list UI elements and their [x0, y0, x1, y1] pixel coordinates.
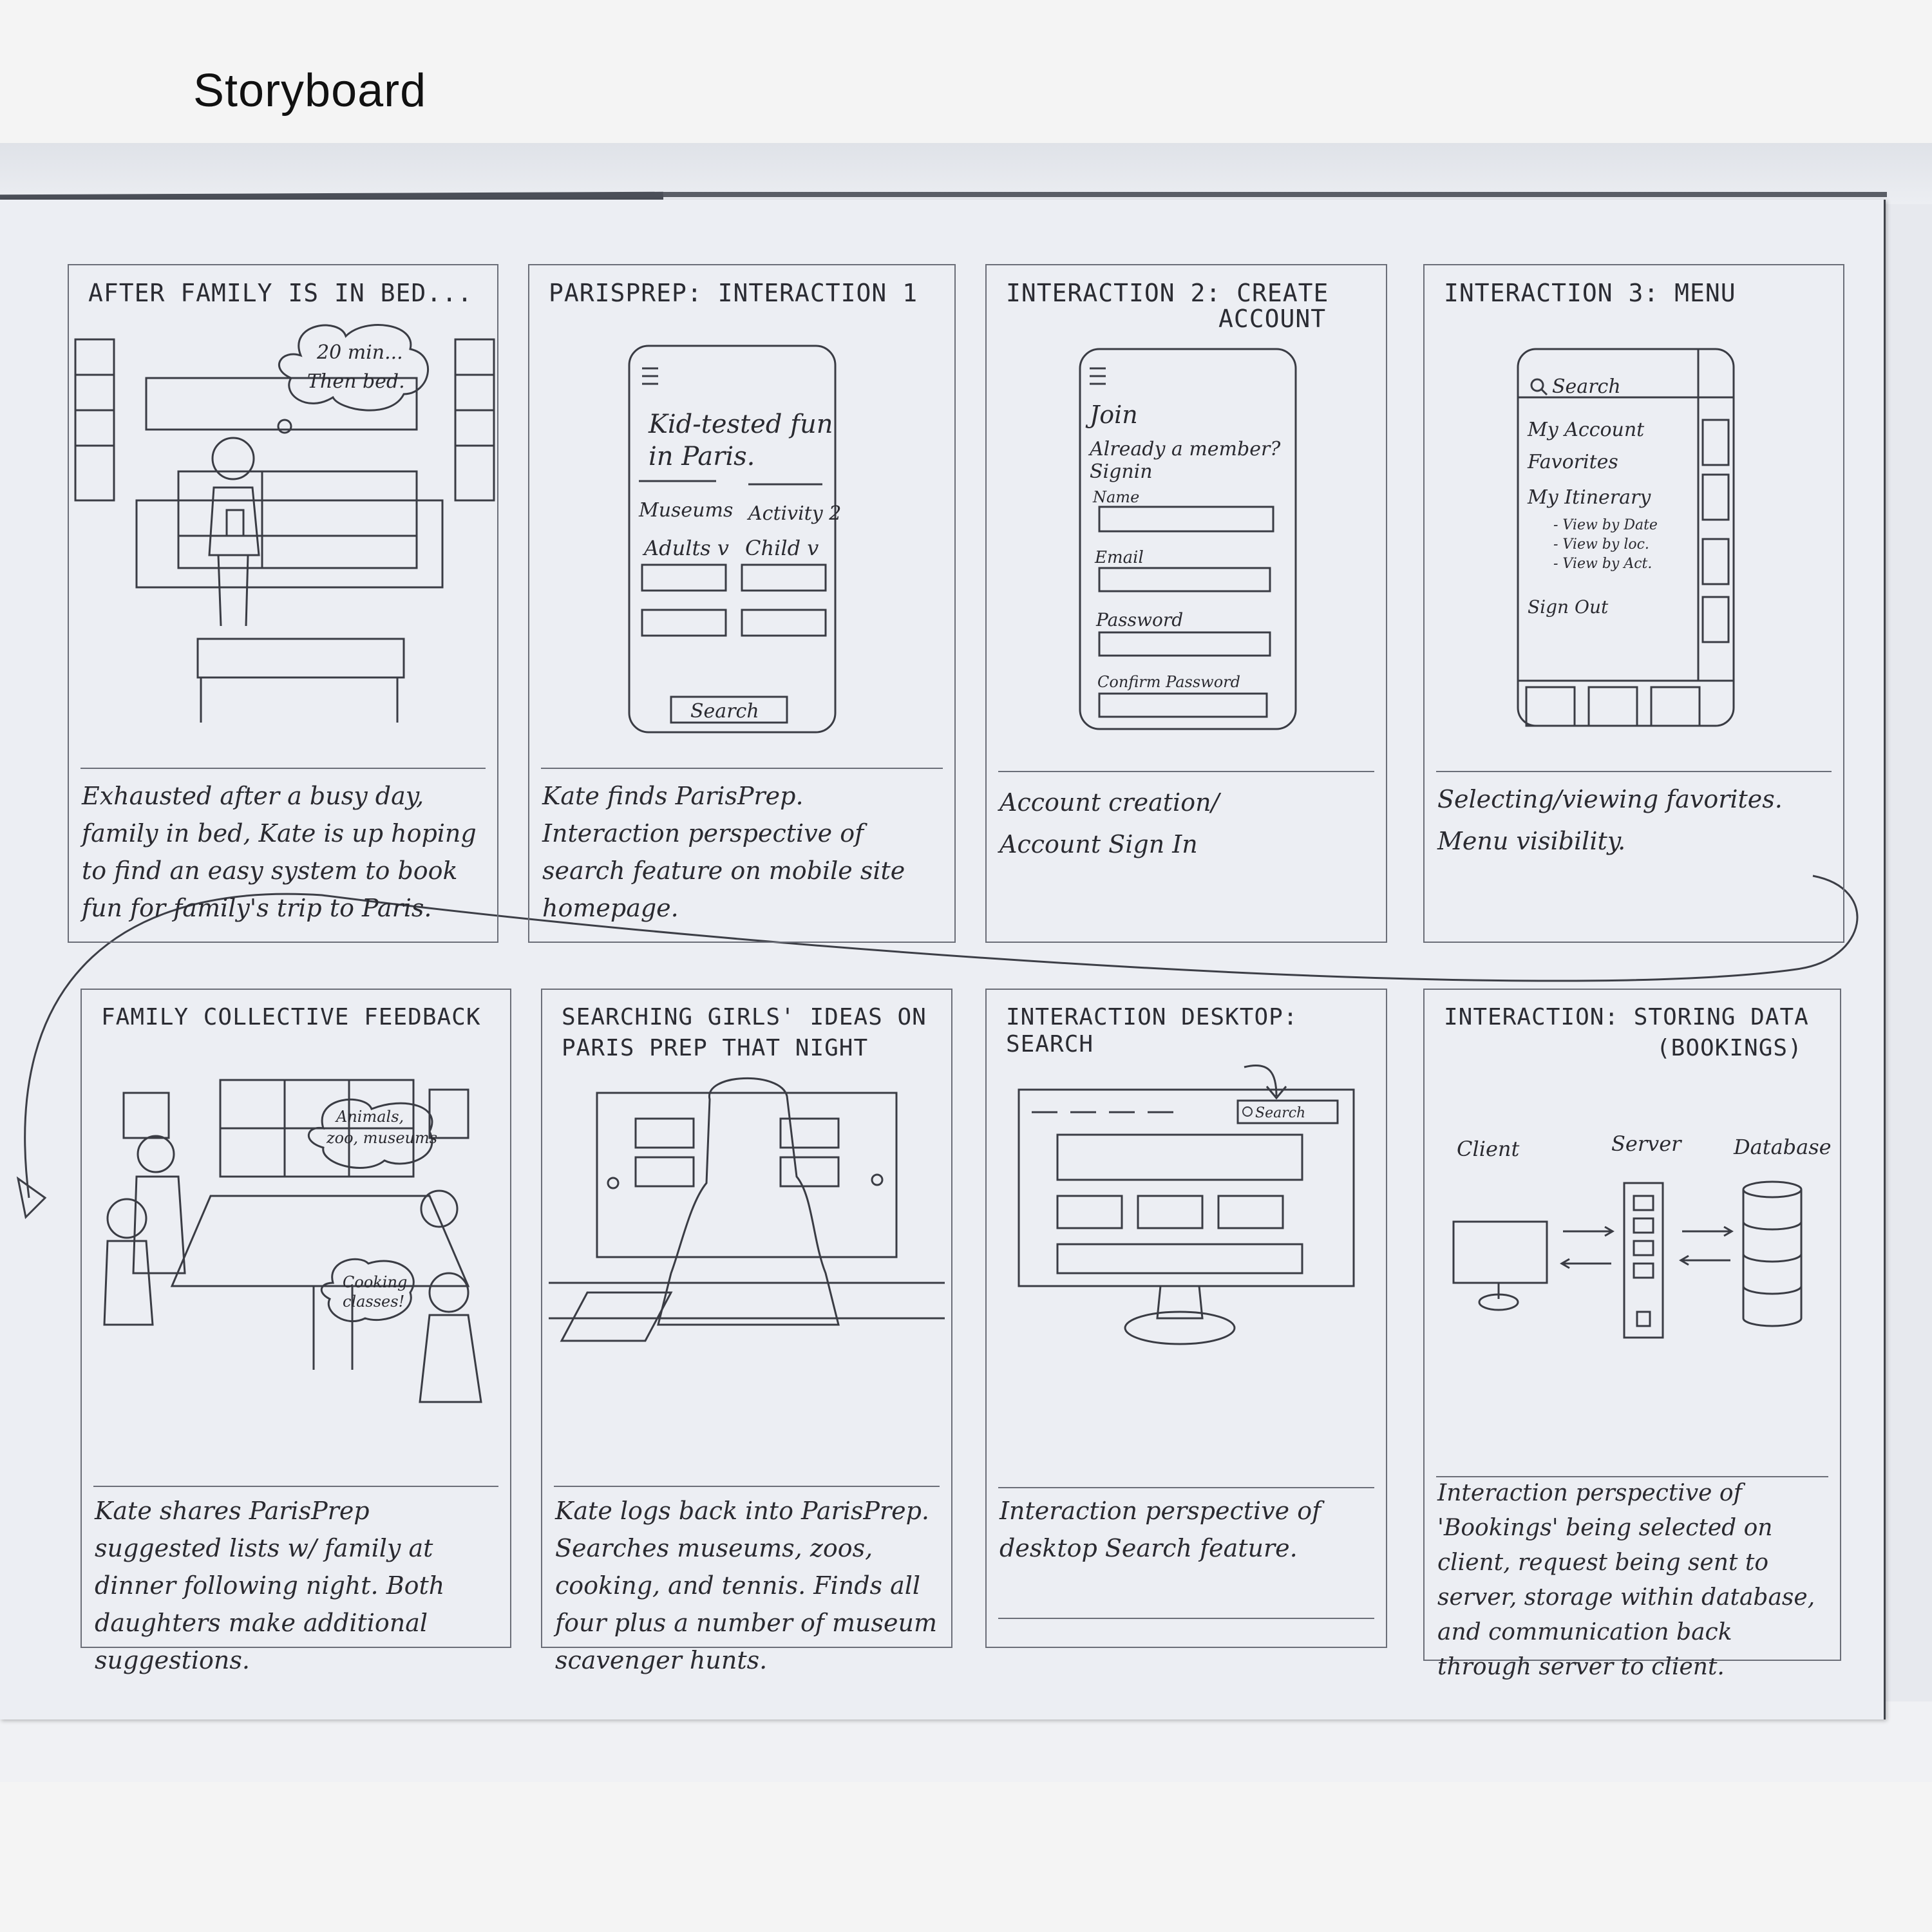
panel-divider	[998, 1618, 1374, 1619]
panel-title: AFTER FAMILY IS IN BED...	[88, 279, 473, 307]
tab-museums: Museums	[639, 499, 734, 522]
page-title: Storyboard	[193, 65, 427, 117]
panel-title: FAMILY COLLECTIVE FEEDBACK	[101, 1004, 481, 1030]
thought-bubble-text: Then bed.	[307, 370, 405, 393]
panel-title: ACCOUNT	[1218, 305, 1327, 333]
field-label: Confirm Password	[1097, 673, 1240, 691]
mobile-home-sketch	[529, 265, 954, 755]
panel-caption: Kate shares ParisPrep suggested lists w/ family at dinner following night. Both daughters make additional suggestions.	[95, 1497, 445, 1674]
menu-subitem: - View by loc.	[1553, 536, 1649, 553]
panel-title: PARISPREP: INTERACTION 1	[549, 279, 918, 307]
already-member: Already a member?	[1090, 438, 1281, 460]
panel-title: (BOOKINGS)	[1656, 1035, 1803, 1061]
panel-caption: Menu visibility.	[1437, 827, 1626, 855]
panel-divider	[93, 1486, 498, 1487]
panel-2	[528, 264, 956, 943]
panel-7	[985, 989, 1387, 1648]
panel-title: INTERACTION 3: MENU	[1444, 279, 1736, 307]
search-button: Search	[690, 700, 759, 723]
panel-divider	[541, 768, 943, 769]
panel-caption: Selecting/viewing favorites.	[1437, 785, 1783, 813]
panel-title: INTERACTION DESKTOP: SEARCH	[1006, 1004, 1298, 1057]
signin-link: Signin	[1090, 460, 1153, 483]
panel-caption: Interaction perspective of 'Bookings' being selected on client, request being sent to server, storage within database, and communication back through server to client.	[1437, 1480, 1815, 1680]
select-adults: Adults v	[644, 536, 729, 560]
panel-5	[80, 989, 511, 1674]
speech-bubble-text: Animals,	[336, 1108, 404, 1126]
panel-divider	[554, 1486, 940, 1487]
panel-caption: Kate logs back into ParisPrep. Searches museums, zoos, cooking, and tennis. Finds all four plus a number of museum scavenger hunts.	[555, 1497, 937, 1674]
kate-at-computer-sketch	[542, 990, 951, 1466]
panel-caption: Kate finds ParisPrep. Interaction perspective of search feature on mobile site homepage.	[542, 782, 905, 922]
family-dinner-sketch	[82, 990, 510, 1466]
storyboard-sheet	[0, 200, 1886, 1719]
panel-caption: Interaction perspective of desktop Search feature.	[999, 1497, 1321, 1562]
select-child: Child v	[745, 536, 819, 560]
panel-title: INTERACTION: STORING DATA	[1444, 1004, 1809, 1030]
panel-divider	[1436, 771, 1832, 772]
panel-4	[1423, 264, 1844, 943]
join-heading: Join	[1090, 401, 1138, 429]
tab-activity: Activity 2	[748, 502, 842, 525]
menu-search: Search	[1552, 375, 1621, 398]
speech-bubble-text: classes!	[343, 1293, 405, 1311]
client-label: Client	[1457, 1137, 1520, 1161]
desktop-search-sketch	[987, 990, 1386, 1466]
panel-title: SEARCHING GIRLS' IDEAS ON	[562, 1004, 927, 1030]
create-account-sketch	[987, 265, 1386, 755]
field-label: Email	[1095, 548, 1144, 567]
tagline: Kid-tested fun	[649, 410, 833, 439]
menu-subitem: - View by Act.	[1553, 556, 1653, 572]
panel-divider	[80, 768, 486, 769]
desktop-search-label: Search	[1255, 1105, 1306, 1121]
panel-caption: Account Sign In	[999, 830, 1198, 858]
menu-item: My Account	[1528, 419, 1645, 441]
field-label: Name	[1093, 488, 1140, 506]
storyboard-photo	[0, 143, 1932, 1782]
panel-1	[68, 264, 498, 943]
paper-edge	[663, 192, 1887, 197]
speech-bubble-text: Cooking	[343, 1273, 408, 1291]
panel-title: INTERACTION 2: CREATE	[1006, 279, 1329, 307]
speech-bubble-text: zoo, museums	[327, 1129, 438, 1147]
panel-caption: Exhausted after a busy day, family in bed, Kate is up hoping to find an easy system to book fun for family's trip to Paris.	[82, 782, 477, 922]
server-label: Server	[1611, 1132, 1681, 1156]
panel-8	[1423, 989, 1841, 1680]
panel-3	[985, 264, 1387, 943]
panel-divider	[998, 1487, 1374, 1488]
field-label: Password	[1096, 609, 1184, 630]
panel-caption: Account creation/	[999, 788, 1220, 817]
panel-title: PARIS PREP THAT NIGHT	[562, 1035, 869, 1061]
tagline: in Paris.	[649, 442, 755, 471]
panel-6	[541, 989, 952, 1674]
panel-divider	[998, 771, 1374, 772]
menu-signout: Sign Out	[1528, 596, 1609, 618]
menu-item: Favorites	[1528, 451, 1618, 473]
menu-sketch	[1425, 265, 1843, 755]
menu-subitem: - View by Date	[1553, 517, 1658, 533]
database-label: Database	[1734, 1135, 1832, 1159]
menu-item: My Itinerary	[1528, 486, 1651, 509]
client-server-database-sketch	[1425, 990, 1840, 1466]
thought-bubble-text: 20 min...	[317, 341, 403, 364]
bedtime-sketch	[69, 265, 497, 755]
